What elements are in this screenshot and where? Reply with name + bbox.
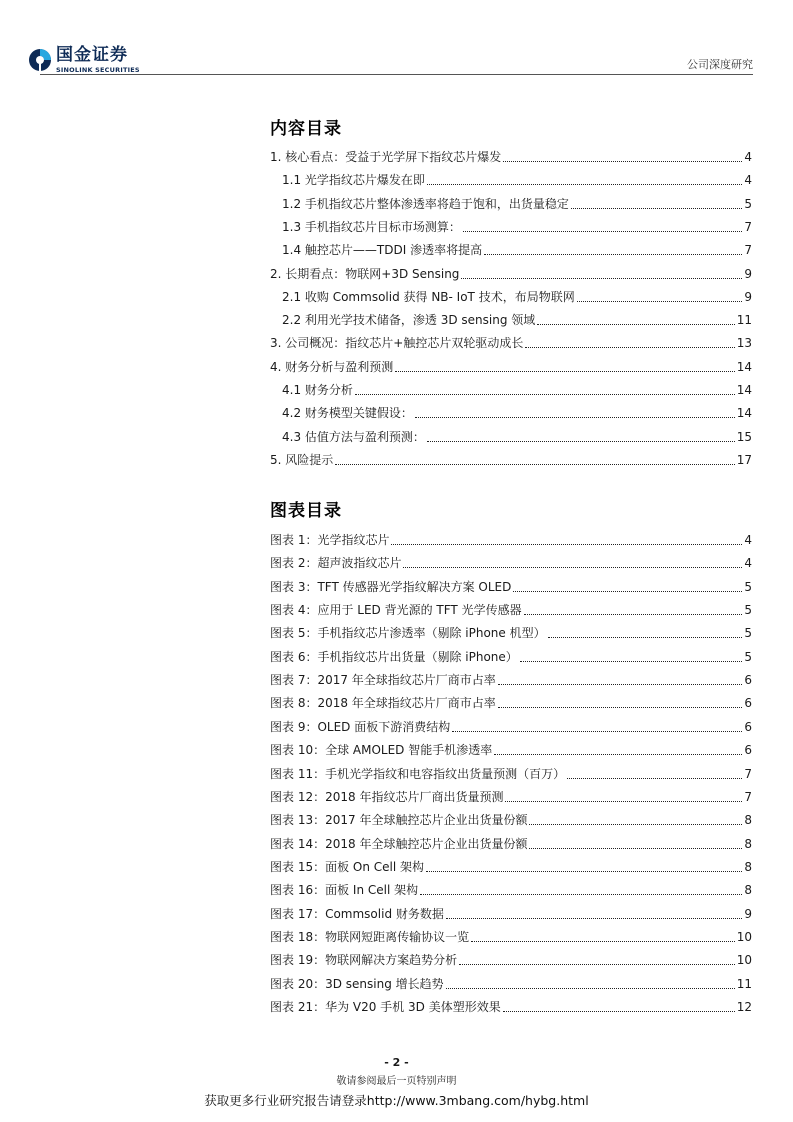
header-divider [40, 74, 753, 75]
figure-entry-page: 8 [744, 813, 752, 828]
contents-entry-page: 9 [744, 266, 752, 281]
figure-entry-label: 图表 9：OLED 面板下游消费结构 [270, 719, 451, 734]
contents-entry[interactable] [270, 356, 752, 374]
contents-entry-page: 13 [736, 336, 752, 351]
contents-entry-label: 1.4 触控芯片——TDDI 渗透率将提高 [282, 243, 483, 258]
dot-leader [529, 848, 742, 849]
contents-entry-label: 4. 财务分析与盈利预测 [270, 359, 394, 374]
figure-entry-page: 8 [744, 836, 752, 851]
contents-entry-label: 5. 风险提示 [270, 452, 334, 467]
figure-entry[interactable] [270, 786, 752, 804]
dot-leader [391, 544, 742, 545]
contents-entry-label: 1.1 光学指纹芯片爆发在即 [282, 173, 425, 188]
figure-entry[interactable] [270, 692, 752, 710]
figure-entry-label: 图表 7：2017 年全球指纹芯片厂商市占率 [270, 673, 496, 688]
contents-entry-label: 1. 核心看点：受益于光学屏下指纹芯片爆发 [270, 150, 502, 164]
figure-entry-page: 7 [744, 766, 752, 781]
contents-entry[interactable] [270, 239, 752, 257]
dot-leader [525, 347, 734, 348]
figure-entry[interactable] [270, 973, 752, 991]
figure-entry-page: 5 [744, 626, 752, 641]
logo-text-cn: 国金证券 [56, 44, 128, 65]
contents-entry-label: 4.1 财务分析 [282, 383, 353, 397]
figure-entry-page: 11 [736, 976, 752, 991]
figure-entry[interactable] [270, 903, 752, 921]
figure-entry[interactable] [270, 646, 752, 664]
figure-entry[interactable] [270, 856, 752, 874]
figure-entry-page: 12 [736, 1000, 752, 1014]
contents-entry[interactable] [270, 193, 752, 211]
dot-leader [494, 754, 742, 755]
figure-entry[interactable] [270, 949, 752, 967]
dot-leader [463, 231, 742, 232]
contents-entry[interactable] [270, 263, 752, 281]
dot-leader [426, 871, 742, 872]
dot-leader [498, 707, 743, 708]
dot-leader [537, 324, 734, 325]
figure-entry-label: 图表 15：面板 On Cell 架构 [270, 859, 425, 874]
figure-entry-page: 8 [744, 883, 752, 898]
figure-entry-label: 图表 10：全球 AMOLED 智能手机渗透率 [270, 743, 493, 758]
figure-entry-label: 图表 11：手机光学指纹和电容指纹出货量预测（百万） [270, 766, 566, 781]
figure-entry-label: 图表 18：物联网短距离传输协议一览 [270, 929, 470, 944]
figure-entry-label: 图表 8：2018 年全球指纹芯片厂商市占率 [270, 696, 496, 711]
dot-leader [571, 208, 742, 209]
figure-entry[interactable] [270, 763, 752, 781]
figure-entry[interactable] [270, 576, 752, 594]
contents-entry[interactable] [270, 169, 752, 187]
disclaimer-note: 敬请参阅最后一页特别声明 [336, 1076, 457, 1087]
dot-leader [503, 1011, 735, 1012]
figure-entry-label: 图表 4：应用于 LED 背光源的 TFT 光学传感器 [270, 603, 522, 618]
figure-entry[interactable] [270, 716, 752, 734]
dot-leader [395, 371, 734, 372]
contents-entry-page: 4 [744, 150, 752, 164]
dot-leader [461, 278, 742, 279]
contents-entry-page: 14 [736, 406, 752, 421]
dot-leader [529, 824, 742, 825]
logo-text-en: SINOLINK SECURITIES [56, 65, 140, 74]
figure-entry[interactable] [270, 599, 752, 617]
contents-entry-label: 2. 长期看点：物联网+3D Sensing [270, 266, 460, 281]
figure-entry-page: 4 [744, 533, 752, 547]
dot-leader [577, 301, 743, 302]
contents-entry-page: 14 [736, 383, 752, 397]
figure-entry[interactable] [270, 739, 752, 757]
contents-entry-page: 7 [744, 219, 752, 234]
figure-entry-label: 图表 3：TFT 传感器光学指纹解决方案 OLED [270, 579, 512, 594]
dot-leader [446, 988, 735, 989]
figure-entry-label: 图表 12：2018 年指纹芯片厂商出货量预测 [270, 789, 504, 804]
page-number: - 2 - [384, 1056, 409, 1069]
company-logo [28, 44, 140, 76]
figure-entry-page: 8 [744, 859, 752, 874]
contents-entry[interactable] [270, 216, 752, 234]
contents-entry-label: 4.3 估值方法与盈利预测： [282, 429, 425, 444]
figure-entry-page: 5 [744, 579, 752, 594]
contents-entry[interactable] [270, 402, 752, 420]
contents-title: 内容目录 [270, 119, 342, 139]
dot-leader [524, 614, 743, 615]
figure-entry[interactable] [270, 529, 752, 547]
figure-entry-label: 图表 14：2018 年全球触控芯片企业出货量份额 [270, 836, 528, 851]
figure-entry-label: 图表 5：手机指纹芯片渗透率（剔除 iPhone 机型） [270, 626, 546, 641]
dot-leader [452, 731, 742, 732]
dot-leader [403, 567, 742, 568]
contents-entry[interactable] [270, 146, 752, 164]
figure-entry[interactable] [270, 833, 752, 851]
figure-entry-page: 7 [744, 789, 752, 804]
figure-entry-page: 4 [744, 556, 752, 571]
figure-entry[interactable] [270, 622, 752, 640]
figure-entry-page: 9 [744, 906, 752, 921]
dot-leader [459, 964, 735, 965]
figure-entry-label: 图表 6：手机指纹芯片出货量（剔除 iPhone） [270, 649, 518, 664]
figure-entry-page: 5 [744, 649, 752, 664]
figure-entry[interactable] [270, 926, 752, 944]
contents-entry-page: 14 [736, 359, 752, 374]
contents-entry-label: 4.2 财务模型关键假设： [282, 406, 413, 421]
contents-entry[interactable] [270, 379, 752, 397]
figure-entry-label: 图表 16：面板 In Cell 架构 [270, 883, 419, 898]
dot-leader [484, 254, 742, 255]
contents-entry-page: 5 [744, 196, 752, 211]
dot-leader [415, 417, 735, 418]
dot-leader [420, 894, 742, 895]
figure-entry-page: 6 [744, 696, 752, 711]
contents-entry[interactable] [270, 426, 752, 444]
dot-leader [355, 394, 735, 395]
figure-entry[interactable] [270, 552, 752, 570]
logo-mark-icon [28, 48, 52, 72]
figure-entry[interactable] [270, 879, 752, 897]
figure-entry-page: 6 [744, 673, 752, 688]
contents-entry-page: 7 [744, 243, 752, 258]
contents-entry-label: 2.1 收购 Commsolid 获得 NB- IoT 技术，布局物联网 [282, 289, 575, 304]
dot-leader [513, 591, 742, 592]
contents-entry-label: 1.2 手机指纹芯片整体渗透率将趋于饱和，出货量稳定 [282, 196, 569, 211]
contents-entry-page: 17 [736, 452, 752, 467]
contents-entry[interactable] [270, 286, 752, 304]
dot-leader [503, 161, 742, 162]
contents-entry-page: 9 [744, 289, 752, 304]
contents-entry-label: 3. 公司概况：指纹芯片+触控芯片双轮驱动成长 [270, 336, 524, 351]
dot-leader [427, 184, 742, 185]
download-link[interactable]: 获取更多行业研究报告请登录http://www.3mbang.com/hybg.html [204, 1093, 589, 1108]
dot-leader [548, 637, 743, 638]
contents-entry[interactable] [270, 309, 752, 327]
dot-leader [498, 684, 743, 685]
contents-entry-page: 4 [744, 173, 752, 188]
figure-entry-label: 图表 20：3D sensing 增长趋势 [270, 976, 444, 991]
figure-entry-label: 图表 21：华为 V20 手机 3D 美体塑形效果 [270, 1000, 501, 1014]
dot-leader [505, 801, 742, 802]
figure-entry-label: 图表 2：超声波指纹芯片 [270, 556, 402, 571]
contents-entry-label: 2.2 利用光学技术储备，渗透 3D sensing 领域 [282, 313, 536, 328]
figure-entry[interactable] [270, 669, 752, 687]
figure-entry[interactable] [270, 809, 752, 827]
figure-entry-label: 图表 19：物联网解决方案趋势分析 [270, 953, 458, 968]
dot-leader [335, 464, 734, 465]
figure-entry-page: 6 [744, 743, 752, 758]
contents-entry-page: 11 [736, 313, 752, 328]
figure-entry[interactable] [270, 996, 752, 1014]
figure-entry-page: 10 [736, 953, 752, 968]
contents-entry[interactable] [270, 332, 752, 350]
dot-leader [471, 941, 735, 942]
dot-leader [427, 441, 735, 442]
contents-entry-page: 15 [736, 429, 752, 444]
figure-entry-page: 6 [744, 719, 752, 734]
contents-entry[interactable] [270, 449, 752, 467]
dot-leader [446, 918, 742, 919]
dot-leader [520, 661, 743, 662]
figure-entry-page: 5 [744, 603, 752, 618]
figure-entry-label: 图表 13：2017 年全球触控芯片企业出货量份额 [270, 813, 528, 828]
report-type: 公司深度研究 [687, 58, 753, 71]
figure-entry-label: 图表 17：Commsolid 财务数据 [270, 906, 444, 921]
figure-entry-page: 10 [736, 929, 752, 944]
figure-entry-label: 图表 1：光学指纹芯片 [270, 533, 390, 547]
figures-title: 图表目录 [270, 501, 342, 521]
dot-leader [567, 778, 742, 779]
contents-entry-label: 1.3 手机指纹芯片目标市场测算： [282, 219, 461, 234]
